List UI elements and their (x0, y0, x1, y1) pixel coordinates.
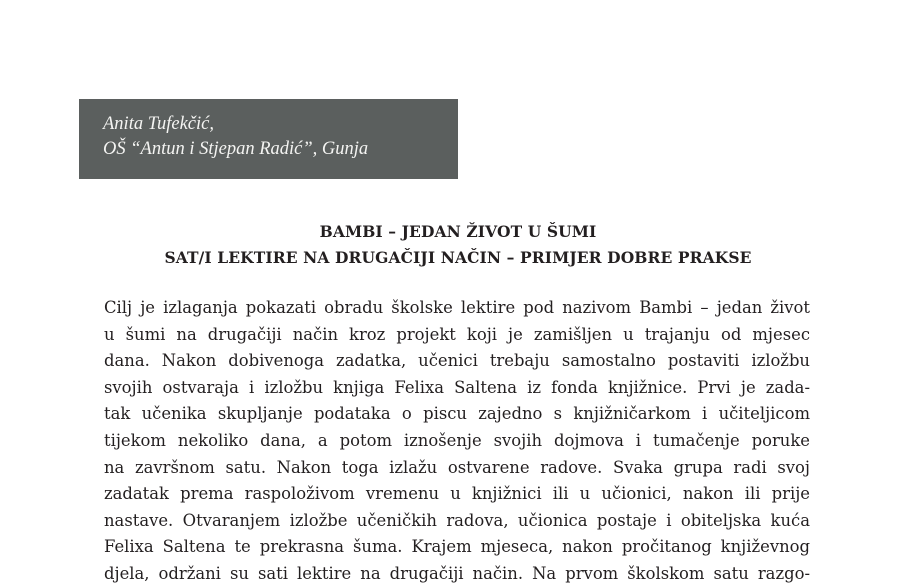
abstract-paragraph (104, 295, 810, 588)
title-line-2: SAT/I LEKTIRE NA DRUGAČIJI NAČIN – PRIMJER DOBRE PRAKSE (164, 248, 752, 267)
paragraph-line: u šumi na drugačiji način kroz projekt koji je zamišljen u trajanju od mjesec (104, 324, 810, 344)
paragraph-line: dana. Nakon dobivenoga zadatka, učenici trebaju samostalno postaviti izložbu (104, 351, 810, 371)
author-box (79, 99, 458, 179)
author-school: OŠ “Antun i Stjepan Radić”, Gunja (103, 139, 369, 159)
paragraph-line: zadatak prema raspoloživom vremenu u knjižnici ili u učionici, nakon ili prije (104, 484, 810, 504)
article-title (0, 219, 916, 271)
title-line-1: BAMBI – JEDAN ŽIVOT U ŠUMI (319, 222, 597, 241)
paragraph-line: tijekom nekoliko dana, a potom iznošenje svojih dojmova i tumačenje poruke (104, 430, 810, 450)
paragraph-line: djela, održani su sati lektire na drugačiji način. Na prvom školskom satu razgo- (104, 563, 810, 583)
paragraph-line: nastave. Otvaranjem izložbe učeničkih radova, učionica postaje i obiteljska kuća (104, 510, 810, 530)
author-name: Anita Tufekčić, (103, 114, 214, 134)
paragraph-line: Felixa Saltena te prekrasna šuma. Krajem mjeseca, nakon pročitanog književnog (104, 537, 810, 557)
paragraph-line: na završnom satu. Nakon toga izlažu ostvarene radove. Svaka grupa radi svoj (104, 457, 810, 477)
paragraph-line: tak učenika skupljanje podataka o piscu zajedno s knjižničarkom i učiteljicom (104, 404, 810, 424)
paragraph-line: svojih ostvaraja i izložbu knjiga Felixa Saltena iz fonda knjižnice. Prvi je zada- (104, 377, 810, 397)
paragraph-line: Cilj je izlaganja pokazati obradu školske lektire pod nazivom Bambi – jedan život (104, 298, 810, 317)
